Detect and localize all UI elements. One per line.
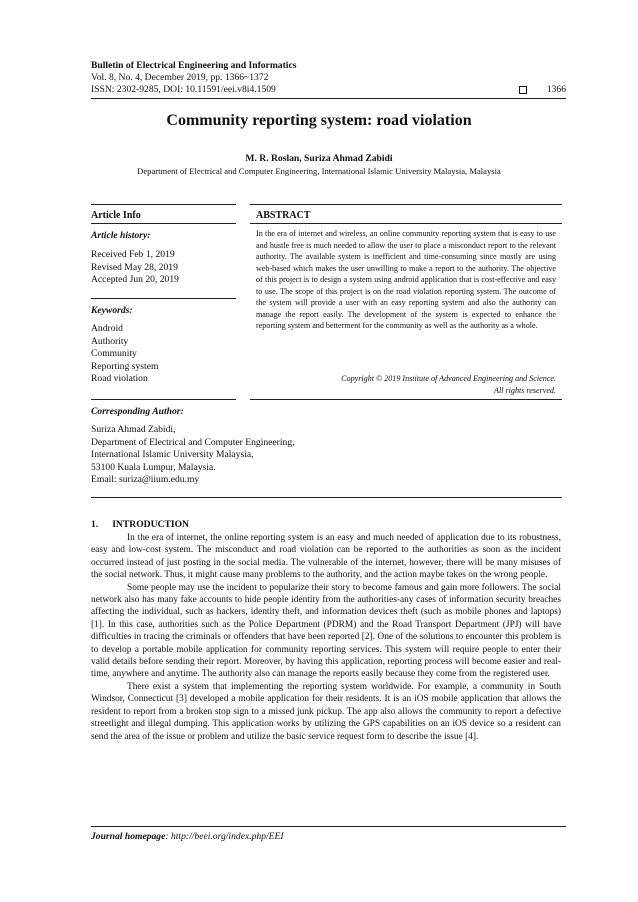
affiliation: Department of Electrical and Computer Engineering, International Islamic University Malaysia, Malaysia [137,166,501,176]
copyright-notice [256,373,556,396]
journal-homepage [91,831,284,842]
article-info-heading: Article Info [91,210,141,221]
volume-info: Vol. 8, No. 4, December 2019, pp. 1366~1372 [91,72,269,83]
article-info-bottom-rule [91,399,236,400]
keywords-top-rule [91,298,236,299]
abstract-text: In the era of internet and wireless, an online community reporting system that is easy to use and hustle free is much needed to allow the user to place a misconduct report to the relevant authority. The available system is inefficient and time-consuming since mostly are using web-based which makes the user unwilling to make a report to the authority. The objective of this project is to design a system using android application that is cost-effective and easy to use. The scope of this project is on the road violation reporting system. The outcome of the system will provide a user with an easy reporting system and also the authority can manage the report easily. The development of the system is expected to enhance the reporting system and betterment for the community as well as the authority as a whole. [256,229,556,330]
header-divider [91,98,566,99]
corresponding-author-details [91,424,295,487]
front-matter-bottom-rule [91,497,562,498]
issn-doi: ISSN: 2302-9285, DOI: 10.11591/eei.v8i4.1509 [91,84,276,95]
keywords-heading: Keywords: [91,305,133,316]
section-title: INTRODUCTION [112,519,189,530]
corr-university: International Islamic University Malaysia, [91,449,254,461]
corr-email: Email: suriza@iium.edu.my [91,474,200,486]
abstract-heading-rule [250,223,562,224]
abstract-heading: ABSTRACT [256,210,311,221]
article-history-list [91,249,179,287]
intro-paragraph: Some people may use the incident to popularize their story to become famous and gain more followers. The social network also has many fake accounts to hide people identity from the authorities-any cases of information security breaches affecting the individual, such as hackers, identity theft, and information devices theft (such as mobile phones and laptops) [1]. In this case, authorities such as the Police Department (PDRM) and the Road Transport Department (JPJ) will have difficulties in tracing the criminals or offenders that have been reported [2]. One of the solutions to encounter this problem is to develop a portable mobile application for community reporting services. This system will require people to enter their valid details before sending their report. Moreover, by having this application, reporting process will become easier and real-time, anywhere and anytime. The authority also can manage the reports easily because they come from the registered user. [91,582,561,680]
rights-line: All rights reserved. [494,385,556,395]
intro-paragraph: There exist a system that implementing the reporting system worldwide. For example, a community in South Windsor, Connecticut [3] developed a mobile application for their residents. It is an iOS mobile application that allows the resident to report from a broken stop sign to a missed junk pickup. The app also allows the community to report a defective streetlight and illegal dumping. This application works by utilizing the GPS capabilities on an iOS device so a resident can send the area of the issue or problem and utilize the basic service request form to describe the issue [4]. [91,681,561,742]
authors: M. R. Roslan, Suriza Ahmad Zabidi [245,153,393,164]
article-info-top-rule [91,204,236,205]
history-accepted: Accepted Jun 20, 2019 [91,274,179,286]
keyword-item: Road violation [91,373,148,385]
article-history-heading: Article history: [91,230,151,241]
keyword-item: Authority [91,335,129,347]
keywords-list [91,323,158,386]
introduction-body [91,532,561,743]
keyword-item: Reporting system [91,360,159,372]
abstract-bottom-rule [250,399,562,400]
corr-address: 53100 Kuala Lumpur, Malaysia. [91,461,216,473]
journal-name: Bulletin of Electrical Engineering and Informatics [91,60,297,71]
copyright-line: Copyright © 2019 Institute of Advanced Engineering and Science. [341,374,556,383]
article-info-heading-rule [91,223,236,224]
page-number-block [519,84,566,95]
corr-name: Suriza Ahmad Zabidi, [91,424,176,435]
history-revised: Revised May 28, 2019 [91,261,178,273]
intro-paragraph: In the era of internet, the online reporting system is an easy and much needed of application due to its robustness, easy and low-cost system. The misconduct and road violation can be reported to the authorities as soon as the incident occurred instead of just posting in the social media. The vulnerable of the internet, however, there will be many misuses of the social network. Thus, it might cause many problems to the authority, and the action maybe takes on the wrong people. [91,533,561,581]
history-received: Received Feb 1, 2019 [91,249,175,260]
introduction-heading [91,519,189,530]
abstract-top-rule [250,204,562,205]
corr-department: Department of Electrical and Computer Engineering, [91,436,295,448]
homepage-url[interactable]: : http://beei.org/index.php/EEI [165,831,284,842]
section-number: 1. [91,519,99,530]
paper-title: Community reporting system: road violation [166,112,472,129]
keyword-item: Community [91,348,137,360]
footer-rule [91,826,566,827]
keyword-item: Android [91,323,123,334]
page-number: 1366 [546,84,566,95]
checkbox-square-icon [519,86,527,94]
homepage-label: Journal homepage [91,831,166,842]
corresponding-author-heading: Corresponding Author: [91,406,184,417]
